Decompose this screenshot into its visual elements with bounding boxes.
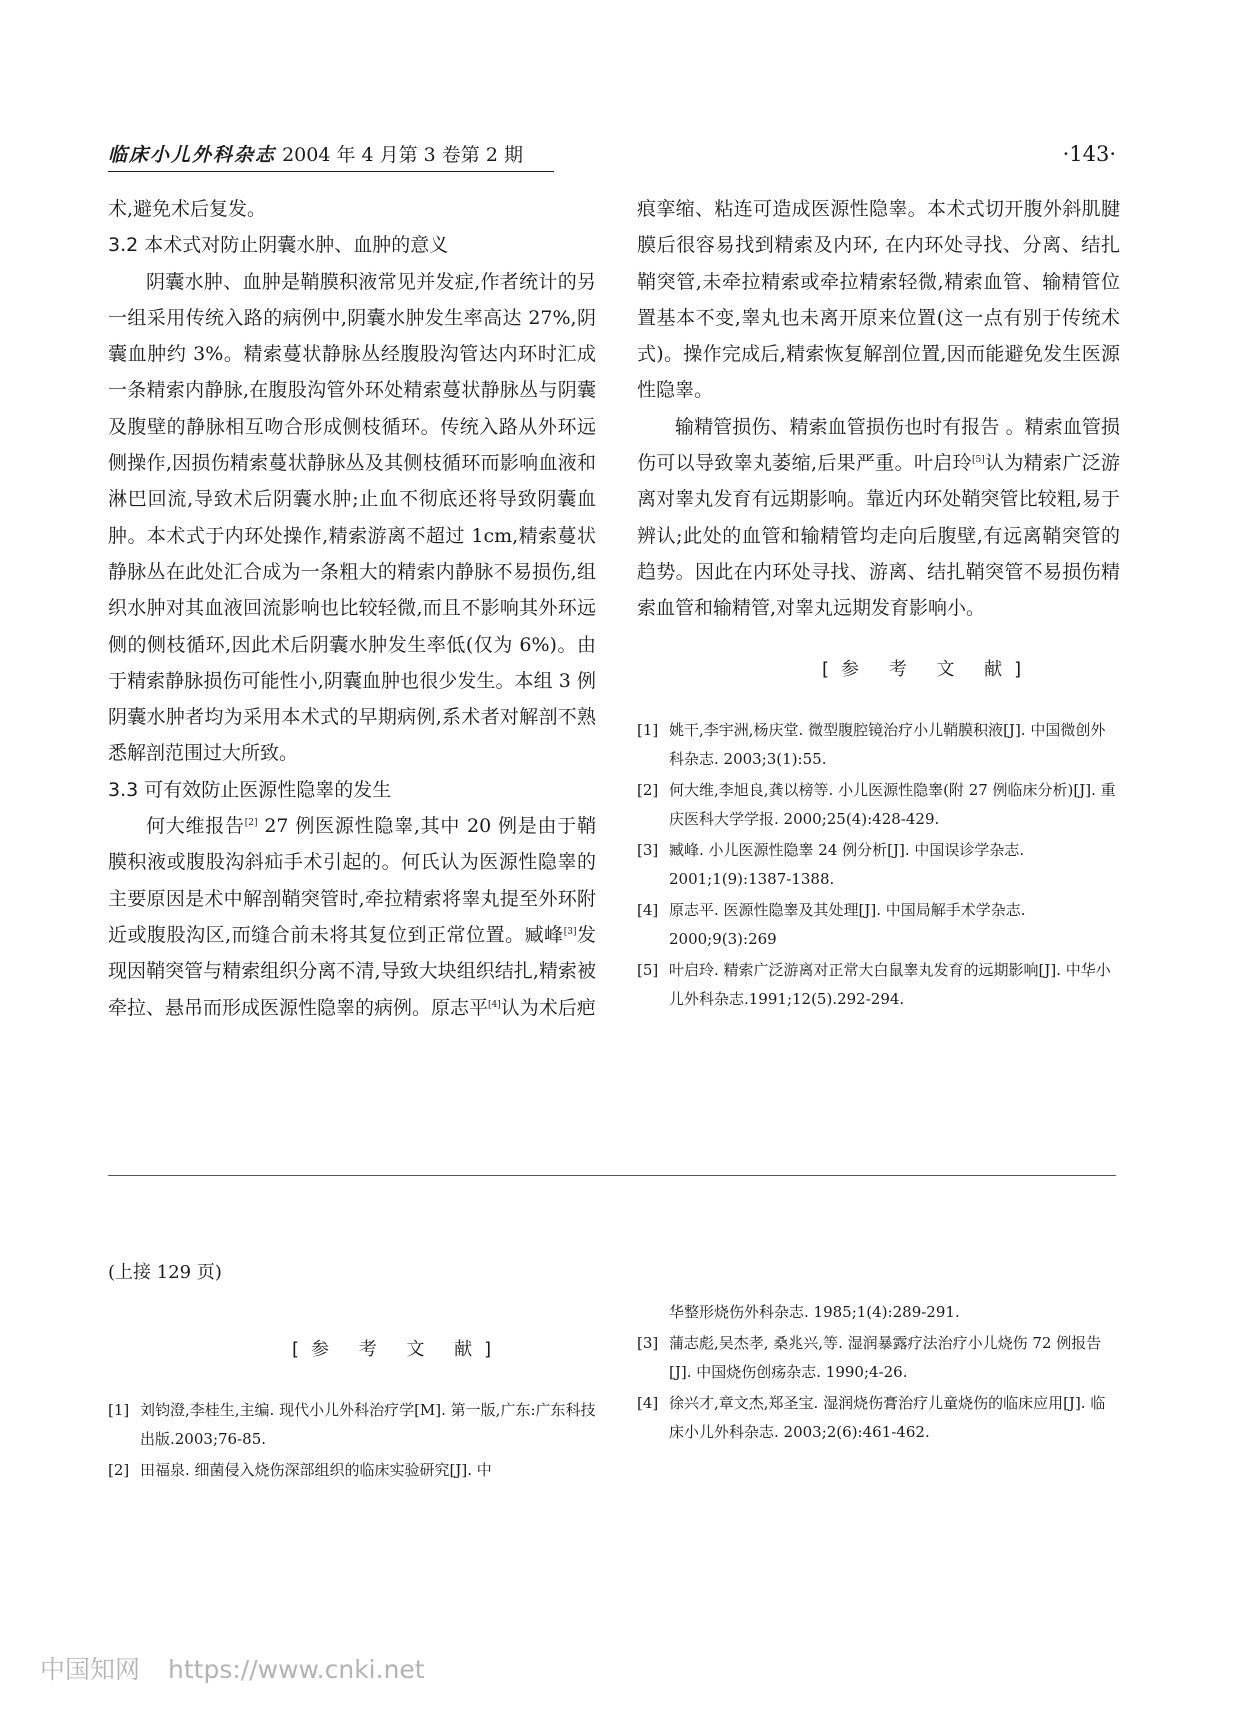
- reference-number: [3]: [637, 1334, 659, 1352]
- reference-text: 姚干,李宇洲,杨庆堂. 微型腹腔镜治疗小儿鞘膜积液[J]. 中国微创外科杂志. 2003;3(1):55.: [669, 721, 1106, 768]
- references-list-bottom-left: [108, 1396, 596, 1487]
- issue-info: 2004 年 4 月第 3 卷第 2 期: [282, 144, 523, 166]
- paragraph: [108, 808, 596, 1026]
- reference-item: [637, 836, 1120, 894]
- journal-name: 临床小儿外科杂志: [108, 144, 277, 166]
- paragraph: 术,避免术后复发。: [108, 198, 267, 220]
- running-header: [108, 140, 554, 172]
- section-divider: [108, 1175, 1116, 1176]
- references-title: [参 考 文 献]: [822, 659, 1034, 680]
- reference-text: 华整形烧伤外科杂志. 1985;1(4):289-291.: [669, 1303, 960, 1321]
- reference-text: 田福泉. 细菌侵入烧伤深部组织的临床实验研究[J]. 中: [140, 1461, 492, 1479]
- references-list: [637, 716, 1120, 1016]
- right-column: [637, 191, 1120, 627]
- reference-number: [3]: [637, 841, 659, 859]
- reference-item: [637, 956, 1120, 1014]
- section-heading-3-2: 3.2 本术式对防止阴囊水肿、血肿的意义: [108, 234, 449, 257]
- reference-item: [108, 1396, 596, 1454]
- reference-item: [637, 896, 1120, 954]
- paragraph: 痕挛缩、粘连可造成医源性隐睾。本术式切开腹外斜肌腱膜后很容易找到精索及内环, 在内环处寻找、分离、结扎鞘突管,未牵拉精索或牵拉精索轻微,精索血管、输精管位置基本不变,睾丸也未离开原来位置(这一点有别于传统术式)。操作完成后,精索恢复解剖位置,因而能避免发生医源性隐睾。: [637, 198, 1120, 402]
- reference-number: [2]: [637, 781, 659, 799]
- watermark-brand: 中国知网: [40, 1655, 141, 1684]
- text-run: 认为精索广泛游离对睾丸发育有远期影响。靠近内环处鞘突管比较粗,易于辨认;此处的血管和输精管均走向后腹壁,有远离鞘突管的趋势。因此在内环处寻找、游离、结扎鞘突管不易损伤精索血管和输精管,对睾丸远期发育影响小。: [637, 452, 1120, 620]
- reference-text: 徐兴才,章文杰,郑圣宝. 湿润烧伤膏治疗儿童烧伤的临床应用[J]. 临床小儿外科杂志. 2003;2(6):461-462.: [669, 1394, 1106, 1441]
- text-run: 输精管损伤、精索血管损伤也时有报告 。精索血管损伤可以导致睾丸萎缩,后果严重。叶启玲: [637, 415, 1120, 475]
- citation-3[interactable]: [3]: [563, 926, 577, 937]
- citation-5[interactable]: [5]: [971, 455, 985, 466]
- reference-number: [4]: [637, 1394, 659, 1412]
- reference-continuation: [637, 1298, 1120, 1327]
- text-run: 发现因鞘突管与精索组织分离不清,导致大块组织结扎,精索被牵拉、悬吊而形成医源性隐睾的病例。原志平: [108, 923, 596, 1019]
- paragraph: 阴囊水肿、血肿是鞘膜积液常见并发症,作者统计的另一组采用传统入路的病例中,阴囊水肿发生率高达 27%,阴囊血肿约 3%。精索蔓状静脉丛经腹股沟管达内环时汇成一条精索内静脉,在腹股沟管外环处精索蔓状静脉丛与阴囊及腹壁的静脉相互吻合形成侧枝循环。传统入路从外环远侧操作,因损伤精索蔓状静脉丛及其侧枝循环而影响血液和淋巴回流,导致术后阴囊水肿;止血不彻底还将导致阴囊血肿。本术式于内环处操作,精索游离不超过 1cm,精索蔓状静脉丛在此处汇合成为一条粗大的精索内静脉不易损伤,组织水肿对其血液回流影响也比较轻微,而且不影响其外环远侧的侧枝循环,因此术后阴囊水肿发生率低(仅为 6%)。由于精索静脉损伤可能性小,阴囊血肿也很少发生。本组 3 例阴囊水肿者均为采用本术式的早期病例,系术者对解剖不熟悉解剖范围过大所致。: [108, 270, 596, 765]
- reference-number: [1]: [637, 721, 659, 739]
- references-list-bottom-right: [637, 1298, 1120, 1449]
- reference-item: [637, 1329, 1120, 1387]
- page-number: ·143·: [1062, 142, 1116, 166]
- section-heading-3-3: 3.3 可有效防止医源性隐睾的发生: [108, 778, 392, 801]
- reference-number: [5]: [637, 961, 659, 979]
- paragraph: [637, 409, 1120, 627]
- text-run: 认为术后疤: [500, 996, 596, 1019]
- reference-number: [1]: [108, 1401, 130, 1419]
- reference-text: 原志平. 医源性隐睾及其处理[J]. 中国局解手术学杂志. 2000;9(3):269: [669, 901, 1026, 948]
- text-run: 何大维报告: [146, 815, 245, 838]
- reference-item: [637, 716, 1120, 774]
- reference-item: [108, 1456, 596, 1485]
- cnki-watermark: [40, 1650, 425, 1686]
- reference-number: [2]: [108, 1461, 130, 1479]
- continued-from-note: (上接 129 页): [108, 1262, 222, 1283]
- watermark-url: https://www.cnki.net: [168, 1655, 425, 1684]
- references-title-bottom: [参 考 文 献]: [292, 1339, 504, 1360]
- reference-text: 蒲志彪,吴杰孝, 桑兆兴,等. 湿润暴露疗法治疗小儿烧伤 72 例报告[J]. 中国烧伤创疡杂志. 1990;4-26.: [669, 1334, 1102, 1381]
- citation-4[interactable]: [4]: [488, 999, 501, 1010]
- reference-text: 刘钧澄,李桂生,主编. 现代小儿外科治疗学[M]. 第一版,广东:广东科技出版.2003;76-85.: [140, 1401, 596, 1448]
- reference-number: [4]: [637, 901, 659, 919]
- reference-text: 臧峰. 小儿医源性隐睾 24 例分析[J]. 中国误诊学杂志. 2001;1(9):1387-1388.: [669, 841, 1025, 888]
- text-run: 27 例医源性隐睾,其中 20 例是由于鞘膜积液或腹股沟斜疝手术引起的。何氏认为医源性隐睾的主要原因是术中解剖鞘突管时,牵拉精索将睾丸提至外环附近或腹股沟区,而缝合前未将其复位到正常位置。臧峰: [108, 815, 596, 946]
- reference-item: [637, 1389, 1120, 1447]
- reference-text: 何大维,李旭良,龚以榜等. 小儿医源性隐睾(附 27 例临床分析)[J]. 重庆医科大学学报. 2000;25(4):428-429.: [669, 781, 1116, 828]
- citation-2[interactable]: [2]: [244, 818, 258, 829]
- reference-text: 叶启玲. 精索广泛游离对正常大白鼠睾丸发育的远期影响[J]. 中华小儿外科杂志.1991;12(5).292-294.: [669, 961, 1111, 1008]
- reference-item: [637, 776, 1120, 834]
- left-column: [108, 191, 596, 1026]
